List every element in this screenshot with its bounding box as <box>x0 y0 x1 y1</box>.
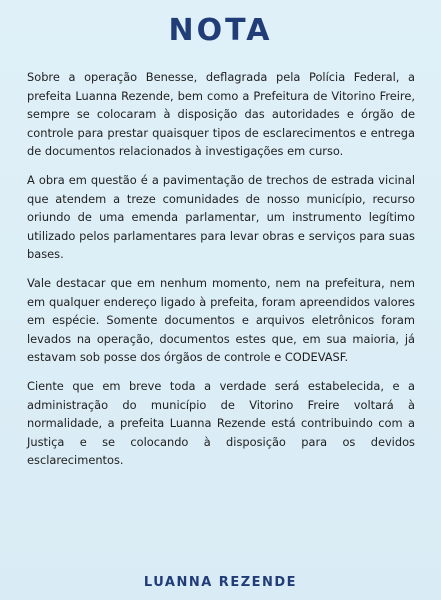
signature: LUANNA REZENDE <box>143 575 298 590</box>
paragraph-seized-items: Vale destacar que em nenhum momento, nem na prefeitura, nem em qualquer endereço ligado à prefeita, foram apreendidos valores em espécie. Somente documentos e arquivos eletrônicos foram levados na operação, documentos estes que, em sua maioria, já estavam sob posse dos órgãos de controle e CODEVASF. <box>27 275 415 365</box>
paragraph-operation-cooperation: Sobre a operação Benesse, deflagrada pela Polícia Federal, a prefeita Luanna Rezende, bem como a Prefeitura de Vitorino Freire, sempre se colocaram à disposição das autoridades e órgão de controle para prestar quaisquer tipos de esclarecimentos e entrega de documentos relacionados à investigações em curso. <box>27 70 415 159</box>
paragraph-road-work: A obra em questão é a pavimentação de trechos de estrada vicinal que atendem a treze comunidades de nosso município, recurso oriundo de uma emenda parlamentar, um instrumento legítimo utilizado pelos parlamentares para levar obras e serviços para suas bases. <box>27 172 415 262</box>
note-title: NOTA <box>168 13 273 48</box>
note-body <box>27 68 415 480</box>
paragraph-conclusion: Ciente que em breve toda a verdade será estabelecida, e a administração do município de Vitorino Freire voltará à normalidade, a prefeita Luanna Rezende está contribuindo com a Justiça e se colocando à disposição para os devidos esclarecimentos. <box>27 378 415 468</box>
